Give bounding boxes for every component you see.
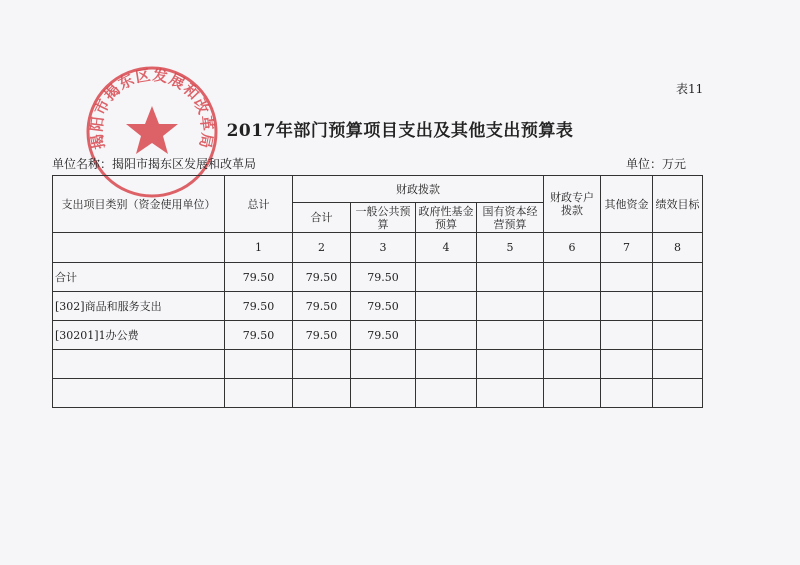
row-general: 79.50	[351, 263, 416, 292]
row-name: [302]商品和服务支出	[53, 292, 225, 321]
empty-cell	[416, 321, 477, 350]
col-number: 4	[416, 233, 477, 263]
empty-cell	[544, 379, 601, 408]
row-total: 79.50	[225, 292, 293, 321]
header-category: 支出项目类别（资金使用单位）	[53, 176, 225, 233]
empty-cell	[416, 263, 477, 292]
empty-cell	[544, 321, 601, 350]
empty-cell	[653, 263, 703, 292]
row-sub-total: 79.50	[293, 292, 351, 321]
empty-cell	[601, 292, 653, 321]
row-name: 合计	[53, 263, 225, 292]
empty-cell	[653, 321, 703, 350]
row-general	[351, 350, 416, 379]
col-number: 7	[601, 233, 653, 263]
row-sub-total	[293, 379, 351, 408]
header-total: 总计	[225, 176, 293, 233]
col-number: 6	[544, 233, 601, 263]
empty-cell	[544, 292, 601, 321]
empty-cell	[477, 263, 544, 292]
row-sub-total: 79.50	[293, 321, 351, 350]
empty-cell	[653, 292, 703, 321]
col-number: 1	[225, 233, 293, 263]
row-total: 79.50	[225, 321, 293, 350]
header-general: 一般公共预算	[351, 203, 416, 233]
row-general: 79.50	[351, 321, 416, 350]
empty-cell	[477, 321, 544, 350]
empty-cell	[416, 379, 477, 408]
empty-cell	[477, 350, 544, 379]
unit-name-label: 单位名称：揭阳市揭东区发展和改革局	[52, 157, 257, 171]
empty-cell	[544, 263, 601, 292]
table-number: 表11	[676, 82, 704, 96]
row-total: 79.50	[225, 263, 293, 292]
row-total	[225, 379, 293, 408]
empty-cell	[416, 292, 477, 321]
empty-cell	[601, 379, 653, 408]
row-sub-total: 79.50	[293, 263, 351, 292]
col-number: 3	[351, 233, 416, 263]
empty-cell	[477, 292, 544, 321]
col-number-blank	[53, 233, 225, 263]
row-total	[225, 350, 293, 379]
empty-cell	[601, 263, 653, 292]
table-row	[53, 350, 703, 379]
table-row	[53, 263, 703, 292]
row-general	[351, 379, 416, 408]
svg-text:揭阳市揭东区发展和改革局: 揭阳市揭东区发展和改革局	[87, 65, 217, 151]
empty-cell	[601, 321, 653, 350]
table-row	[53, 321, 703, 350]
col-number: 5	[477, 233, 544, 263]
row-name	[53, 379, 225, 408]
row-general: 79.50	[351, 292, 416, 321]
header-other: 其他资金	[601, 176, 653, 233]
header-sub-total: 合计	[293, 203, 351, 233]
col-number: 8	[653, 233, 703, 263]
header-state-capital: 国有资本经营预算	[477, 203, 544, 233]
empty-cell	[544, 350, 601, 379]
empty-cell	[653, 350, 703, 379]
row-sub-total	[293, 350, 351, 379]
row-name: [30201]1办公费	[53, 321, 225, 350]
header-gov-fund: 政府性基金预算	[416, 203, 477, 233]
header-fiscal: 财政拨款	[293, 176, 544, 203]
row-name	[53, 350, 225, 379]
header-special: 财政专户拨款	[544, 176, 601, 233]
empty-cell	[416, 350, 477, 379]
col-number: 2	[293, 233, 351, 263]
document-title: 2017年部门预算项目支出及其他支出预算表	[226, 121, 574, 141]
empty-cell	[601, 350, 653, 379]
table-row	[53, 379, 703, 408]
unit-label: 单位：万元	[626, 157, 687, 171]
empty-cell	[477, 379, 544, 408]
header-perf: 绩效目标	[653, 176, 703, 233]
table-row	[53, 292, 703, 321]
budget-table	[52, 175, 703, 408]
empty-cell	[653, 379, 703, 408]
